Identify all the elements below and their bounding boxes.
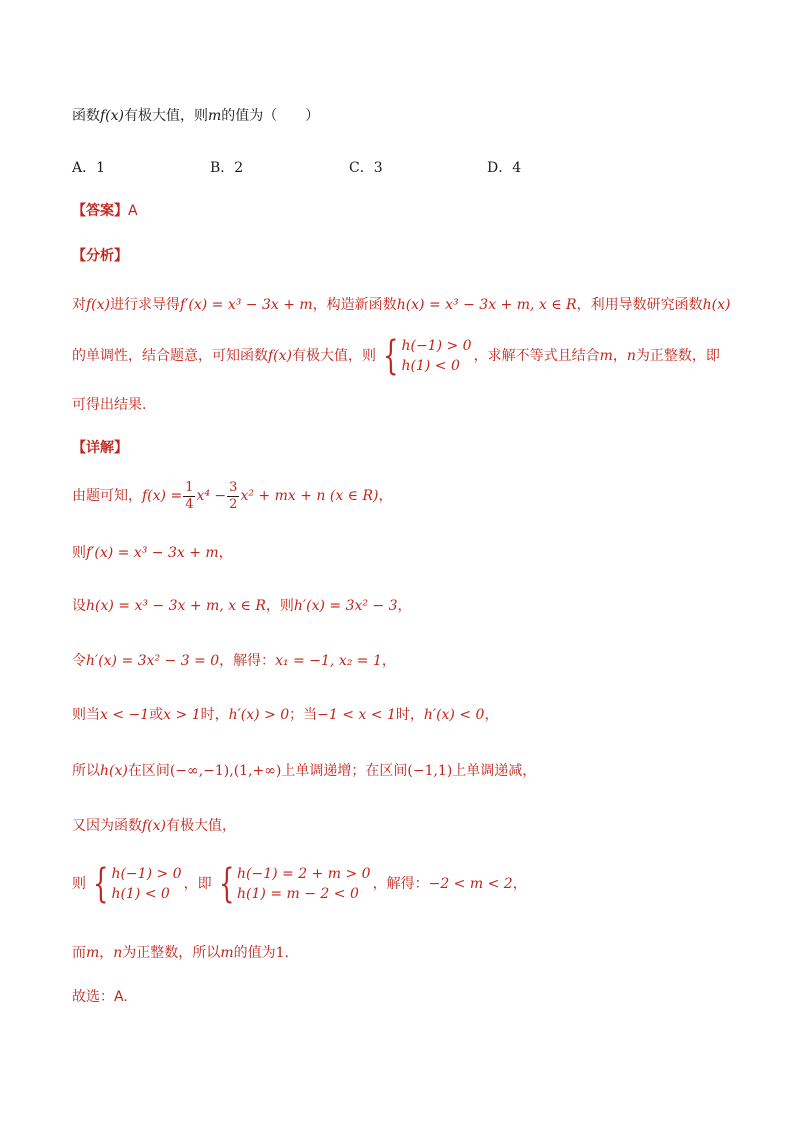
option-d[interactable] — [487, 157, 521, 177]
math-fx: f(x) — [86, 297, 111, 313]
numerator: 3 — [229, 479, 238, 495]
text: 上单调递增；在区间 — [281, 763, 408, 779]
detail-line-1 — [72, 478, 392, 514]
detail-line-8 — [72, 861, 527, 907]
stem-text-pre: 函数 — [72, 108, 100, 124]
detail-line-5 — [72, 705, 498, 725]
text: ， — [218, 545, 233, 561]
math: x² + mx + n (x ∈ R) — [240, 488, 379, 504]
math: x < −1 — [100, 707, 150, 723]
text: ，利用导数研究函数 — [576, 297, 703, 313]
text: 有极大值， — [166, 818, 237, 834]
inequality-system — [214, 861, 371, 907]
detail-label-text: 【详解】 — [72, 440, 128, 456]
text: 的单调性，结合题意，可知函数 — [72, 348, 268, 364]
math-m: m — [220, 945, 234, 961]
detail-line-4 — [72, 651, 396, 671]
stem-fx: f(x) — [100, 108, 125, 124]
detail-line-3 — [72, 596, 412, 616]
math: x₁ = −1, x₂ = 1 — [275, 653, 382, 669]
analysis-line-2 — [72, 333, 720, 379]
answer-line — [72, 201, 138, 221]
inequality-system — [378, 333, 472, 379]
text: ， — [99, 945, 114, 961]
system-row: h(1) < 0 — [401, 358, 460, 374]
inequality-system — [88, 861, 182, 907]
text: ， — [612, 348, 627, 364]
text: 或 — [149, 707, 164, 723]
system-row: h(−1) = 2 + m > 0 — [237, 866, 371, 882]
math-fx: f(x) — [268, 348, 293, 364]
math: f′(x) = x³ − 3x + m — [86, 545, 219, 561]
math: h′(x) = 3x² − 3 — [293, 598, 398, 614]
system-row: h(1) < 0 — [111, 886, 170, 902]
math: f(x) — [142, 818, 167, 834]
math: h′(x) > 0 — [228, 707, 290, 723]
brace-icon: { — [383, 333, 399, 379]
fraction — [183, 480, 195, 513]
math-hx: h(x) — [702, 297, 731, 313]
detail-line-7 — [72, 816, 236, 836]
text: 则当 — [72, 707, 100, 723]
text: 又因为函数 — [72, 818, 142, 834]
fraction — [227, 480, 239, 513]
brace-icon: { — [218, 861, 234, 907]
text: ， — [378, 488, 393, 504]
text: ， — [381, 653, 396, 669]
math: −2 < m < 2 — [428, 876, 513, 892]
text: ，则 — [265, 598, 294, 614]
text: 则 — [72, 545, 86, 561]
detail-label — [72, 438, 128, 458]
system-row: h(1) = m − 2 < 0 — [237, 886, 359, 902]
text: ，即 — [183, 876, 212, 892]
answer-label: 【答案】 — [72, 203, 128, 219]
text: 所以 — [72, 763, 100, 779]
text: ，构造新函数 — [312, 297, 397, 313]
text: 由题可知， — [72, 488, 142, 504]
math: −1 < x < 1 — [317, 707, 396, 723]
math: x⁴ − — [196, 488, 227, 504]
math-m: m — [86, 945, 100, 961]
analysis-line-1 — [72, 295, 730, 315]
text: ， — [512, 876, 527, 892]
text: 的值为 — [233, 945, 276, 961]
detail-line-10 — [72, 987, 128, 1007]
text: 有极大值，则 — [292, 348, 377, 364]
detail-line-2 — [72, 543, 233, 563]
question-stem — [72, 106, 319, 126]
text: ，解得： — [219, 653, 276, 669]
text: 时， — [395, 707, 424, 723]
text: 上单调递减， — [452, 763, 537, 779]
analysis-label — [72, 246, 128, 266]
math-n: n — [626, 348, 636, 364]
stem-text-mid: 有极大值，则 — [124, 108, 209, 124]
option-letter: D． — [487, 160, 513, 176]
analysis-label-text: 【分析】 — [72, 248, 128, 264]
text: 进行求导得 — [110, 297, 181, 313]
math: h(x) — [100, 763, 128, 779]
text: 设 — [72, 598, 86, 614]
option-letter: C． — [349, 160, 374, 176]
text: ， — [484, 707, 499, 723]
text: ；当 — [289, 707, 318, 723]
detail-line-9 — [72, 943, 289, 963]
option-letter: B． — [210, 160, 235, 176]
math: x > 1 — [163, 707, 201, 723]
math-h-def: h(x) = x³ − 3x + m, x ∈ R — [396, 297, 577, 313]
text: 在区间 — [127, 763, 170, 779]
stem-text-post: 的值为（ ） — [221, 108, 320, 124]
text: 对 — [72, 297, 86, 313]
math-derivative: f′(x) = x³ − 3x + m — [180, 297, 313, 313]
numerator: 1 — [185, 479, 194, 495]
option-c[interactable] — [349, 157, 383, 177]
analysis-line-3 — [72, 395, 146, 415]
text: 可得出结果. — [72, 397, 147, 413]
math-n: n — [113, 945, 123, 961]
option-value: 3 — [373, 160, 383, 176]
option-a[interactable] — [72, 157, 105, 177]
option-value: 4 — [512, 160, 522, 176]
denominator: 4 — [185, 496, 194, 512]
text: 故选：A. — [72, 989, 128, 1005]
option-value: 1 — [96, 160, 106, 176]
math-m: m — [599, 348, 613, 364]
math: h(x) = x³ − 3x + m, x ∈ R — [86, 598, 266, 614]
system-row: h(−1) > 0 — [401, 338, 472, 354]
text: ，求解不等式且结合 — [473, 348, 600, 364]
option-value: 2 — [234, 160, 244, 176]
text: 令 — [72, 653, 86, 669]
system-row: h(−1) > 0 — [111, 866, 182, 882]
detail-line-6 — [72, 761, 536, 781]
brace-icon: { — [93, 861, 109, 907]
option-b[interactable] — [210, 157, 243, 177]
stem-m: m — [208, 108, 222, 124]
text: 为正整数，即 — [635, 348, 720, 364]
text: 为正整数，所以 — [122, 945, 221, 961]
math-interval: (−∞,−1),(1,+∞) — [169, 763, 282, 779]
text: 则 — [72, 876, 86, 892]
text: 而 — [72, 945, 86, 961]
text: ， — [397, 598, 412, 614]
option-letter: A． — [72, 160, 97, 176]
math: h′(x) < 0 — [423, 707, 485, 723]
math: h′(x) = 3x² − 3 = 0 — [86, 653, 220, 669]
text: ，解得： — [372, 876, 429, 892]
denominator: 2 — [229, 496, 238, 512]
text: 时， — [200, 707, 229, 723]
math-interval: (−1,1) — [407, 763, 453, 779]
math-value: 1. — [275, 945, 289, 961]
math: f(x) = — [142, 488, 183, 504]
answer-value: A — [128, 203, 138, 219]
